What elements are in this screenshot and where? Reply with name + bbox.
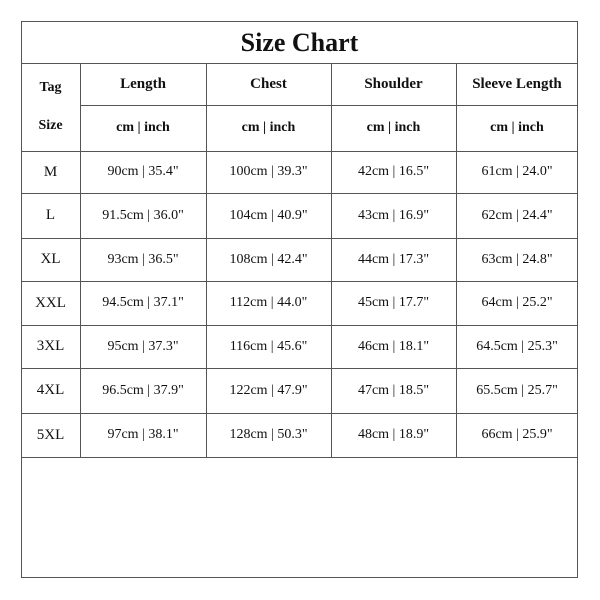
- column-header: Sleeve Length: [472, 75, 562, 92]
- measurement-cell: 44cm | 17.3": [357, 251, 430, 267]
- size-tag: XL: [40, 251, 61, 267]
- size-tag: M: [43, 163, 58, 180]
- measurement-cell: 108cm | 42.4": [229, 251, 308, 267]
- measurement-cell: 45cm | 17.7": [357, 295, 430, 310]
- measurement-cell: 104cm | 40.9": [229, 207, 308, 223]
- measurement-cell: 93cm | 36.5": [107, 251, 179, 267]
- measurement-cell: 112cm | 44.0": [229, 295, 308, 310]
- size-tag: 4XL: [36, 382, 65, 398]
- measurement-cell: 91.5cm | 36.0": [102, 207, 184, 223]
- measurement-cell: 116cm | 45.6": [229, 338, 308, 354]
- measurement-cell: 100cm | 39.3": [229, 164, 308, 179]
- size-tag: 5XL: [36, 426, 65, 443]
- unit-header: cm | inch: [116, 120, 170, 135]
- column-header: Length: [120, 75, 166, 92]
- unit-header: cm | inch: [366, 120, 421, 135]
- measurement-cell: 47cm | 18.5": [357, 382, 430, 398]
- measurement-cell: 62cm | 24.4": [481, 207, 553, 223]
- tag-size-header: [21, 63, 80, 151]
- column-header: Shoulder: [364, 75, 423, 92]
- measurement-cell: 63cm | 24.8": [481, 251, 553, 267]
- measurement-cell: 42cm | 16.5": [357, 164, 430, 179]
- measurement-cell: 96.5cm | 37.9": [102, 382, 184, 398]
- measurement-cell: 48cm | 18.9": [357, 427, 430, 442]
- measurement-cell: 128cm | 50.3": [229, 427, 308, 442]
- measurement-cell: 61cm | 24.0": [481, 164, 553, 179]
- measurement-cell: 122cm | 47.9": [229, 382, 308, 398]
- measurement-cell: 95cm | 37.3": [107, 338, 179, 354]
- chart-title: Size Chart: [240, 28, 359, 57]
- measurement-cell: 90cm | 35.4": [107, 164, 179, 179]
- tag-header-label: Tag: [39, 80, 62, 95]
- size-tag: XXL: [35, 294, 66, 311]
- measurement-cell: 94.5cm | 37.1": [102, 295, 184, 310]
- measurement-cell: 66cm | 25.9": [481, 427, 553, 442]
- size-tag: L: [45, 207, 56, 223]
- measurement-cell: 65.5cm | 25.7": [476, 382, 558, 398]
- column-header: Chest: [250, 75, 287, 92]
- unit-header: cm | inch: [490, 120, 544, 135]
- measurement-cell: 97cm | 38.1": [107, 427, 179, 442]
- measurement-cell: 43cm | 16.9": [357, 207, 430, 223]
- table-row-divider: [21, 457, 578, 458]
- unit-header: cm | inch: [241, 120, 296, 135]
- measurement-cell: 46cm | 18.1": [357, 338, 430, 354]
- size-tag: 3XL: [36, 338, 65, 354]
- measurement-cell: 64cm | 25.2": [481, 295, 553, 310]
- measurement-cell: 64.5cm | 25.3": [476, 338, 558, 354]
- size-header-label: Size: [38, 118, 63, 133]
